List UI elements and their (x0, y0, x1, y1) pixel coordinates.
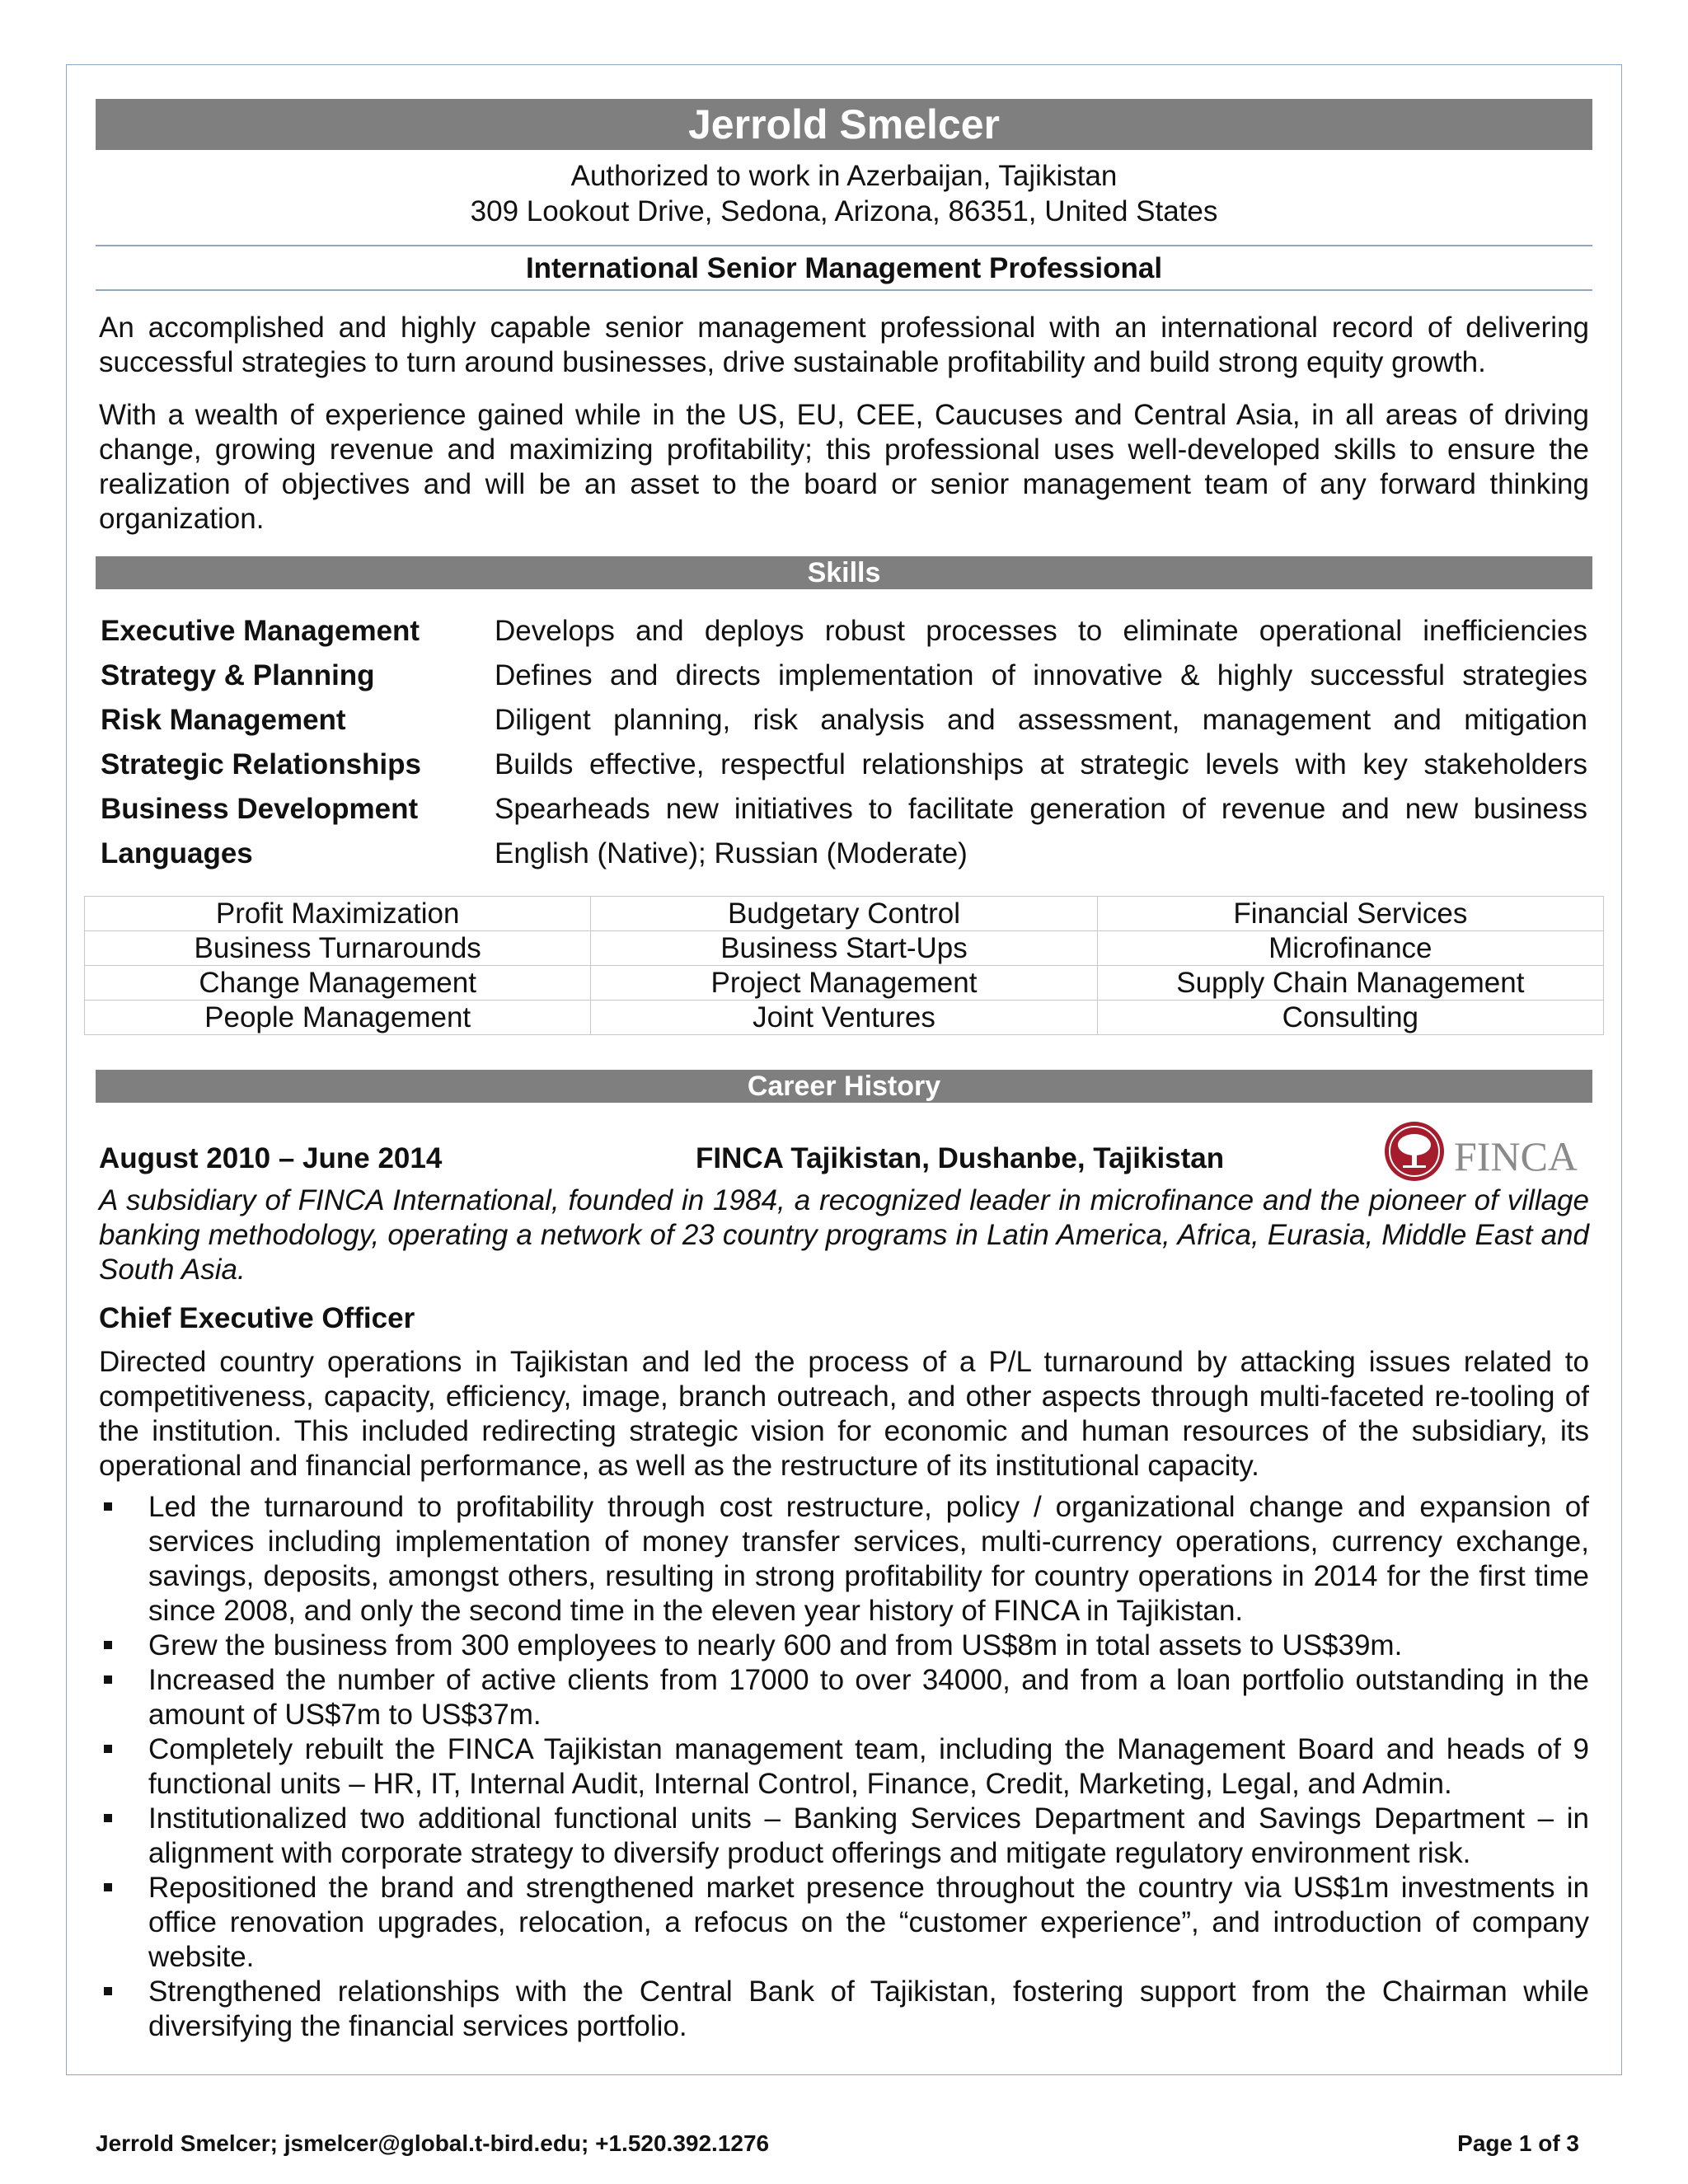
list-item (96, 1802, 1589, 1871)
competency-cell: Microfinance (1097, 931, 1603, 966)
page-number: Page 1 of 3 (1457, 2130, 1579, 2156)
skill-name: Strategic Relationships (101, 748, 421, 780)
square-bullet-icon (104, 1745, 112, 1753)
skill-row (96, 787, 1592, 832)
tree-emblem-icon (1385, 1122, 1444, 1181)
achievement-text: Led the turnaround to profitability through cost restructure, policy / organizational change and expansion of services including implementation of money transfer services, multi-currency operations, currency exchange, savings, deposits, amongst others, resulting in strong profitability for country operations in 2014 for the first time since 2008, and only the second time in the eleven year history of FINCA in Tajikistan. (148, 1491, 1589, 1627)
square-bullet-icon (104, 1641, 112, 1649)
list-item (96, 1663, 1589, 1732)
competencies-table (84, 896, 1604, 1035)
achievement-text: Increased the number of active clients from 17000 to over 34000, and from a loan portfolio outstanding in the amount of US$7m to US$37m. (148, 1664, 1589, 1731)
achievement-text: Grew the business from 300 employees to nearly 600 and from US$8m in total assets to US$39m. (148, 1629, 1403, 1661)
summary-paragraph-2: With a wealth of experience gained while in the US, EU, CEE, Caucuses and Central Asia, in all areas of driving change, growing revenue and maximizing profitability; this professional uses well-developed skills to ensure the realization of objectives and will be an asset to the board or senior management team of any forward thinking organization. (99, 399, 1589, 535)
skills-list (96, 609, 1592, 876)
competency-cell: Budgetary Control (591, 897, 1097, 931)
profile-title: International Senior Management Professional (96, 245, 1592, 291)
competency-cell: Joint Ventures (591, 1001, 1097, 1035)
resume-content (96, 99, 1592, 2044)
list-item (96, 1629, 1589, 1663)
skill-name: Executive Management (101, 615, 420, 647)
finca-logo (1381, 1118, 1596, 1185)
job-header (96, 1133, 1592, 1182)
achievement-text: Institutionalized two additional functional units – Banking Services Department and Savings Department – in alignment with corporate strategy to diversify product offerings and mitigate regulatory environment risk. (148, 1802, 1589, 1869)
skill-description: Diligent planning, risk analysis and assessment, management and mitigation (495, 704, 1587, 736)
table-row (85, 897, 1604, 931)
skill-description: Defines and directs implementation of innovative & highly successful strategies (495, 659, 1587, 691)
square-bullet-icon (104, 1814, 112, 1822)
table-row (85, 931, 1604, 966)
logo-wordmark: FINCA (1454, 1133, 1578, 1179)
skill-name: Languages (101, 837, 253, 869)
square-bullet-icon (104, 1987, 112, 1995)
competency-cell: Profit Maximization (85, 897, 591, 931)
list-item (96, 1490, 1589, 1629)
work-authorization: Authorized to work in Azerbaijan, Tajikistan (570, 160, 1118, 192)
skill-name: Strategy & Planning (101, 659, 375, 691)
competency-cell: Business Start-Ups (591, 931, 1097, 966)
candidate-name: Jerrold Smelcer (96, 99, 1592, 150)
list-item (96, 1975, 1589, 2044)
summary-paragraph-1: An accomplished and highly capable senior management professional with an international record of delivering successful strategies to turn around businesses, drive sustainable profitability and build strong equity growth. (99, 312, 1589, 378)
skill-name: Risk Management (101, 704, 346, 736)
achievement-text: Strengthened relationships with the Central Bank of Tajikistan, fostering support from the Chairman while diversifying the financial services portfolio. (148, 1975, 1589, 2042)
skill-description: Develops and deploys robust processes to eliminate operational inefficiencies (495, 615, 1587, 647)
achievement-text: Completely rebuilt the FINCA Tajikistan management team, including the Management Board and heads of 9 functional units – HR, IT, Internal Audit, Internal Control, Finance, Credit, Marketing, Legal, and Admin. (148, 1733, 1589, 1800)
skill-name: Business Development (101, 793, 419, 825)
table-row (85, 1001, 1604, 1035)
skill-description: Spearheads new initiatives to facilitate generation of revenue and new business (495, 793, 1587, 825)
achievement-text: Repositioned the brand and strengthened market presence throughout the country via US$1m investments in office renovation upgrades, relocation, a refocus on the “customer experience”, and introduction of company website. (148, 1872, 1589, 1973)
skill-row (96, 743, 1592, 787)
skill-description: Builds effective, respectful relationships at strategic levels with key stakeholders (495, 748, 1587, 780)
competency-cell: Financial Services (1097, 897, 1603, 931)
job-dates: August 2010 – June 2014 (99, 1142, 443, 1174)
skill-row (96, 654, 1592, 698)
competency-cell: People Management (85, 1001, 591, 1035)
competency-cell: Consulting (1097, 1001, 1603, 1035)
competency-cell: Supply Chain Management (1097, 966, 1603, 1001)
competency-cell: Change Management (85, 966, 591, 1001)
skill-row (96, 698, 1592, 743)
footer-contact: Jerrold Smelcer; jsmelcer@global.t-bird.edu; +1.520.392.1276 (96, 2130, 770, 2156)
skill-row (96, 609, 1592, 654)
competency-cell: Project Management (591, 966, 1097, 1001)
table-row (85, 966, 1604, 1001)
skill-row (96, 832, 1592, 876)
achievements-list (96, 1490, 1592, 2044)
skills-heading: Skills (96, 556, 1592, 589)
square-bullet-icon (104, 1675, 112, 1684)
career-history-heading: Career History (96, 1070, 1592, 1103)
square-bullet-icon (104, 1502, 112, 1511)
address: 309 Lookout Drive, Sedona, Arizona, 86351, United States (470, 195, 1218, 227)
square-bullet-icon (104, 1883, 112, 1891)
job-title: Chief Executive Officer (99, 1302, 415, 1334)
skill-description: English (Native); Russian (Moderate) (495, 837, 968, 869)
competency-cell: Business Turnarounds (85, 931, 591, 966)
list-item (96, 1732, 1589, 1802)
job-company: FINCA Tajikistan, Dushanbe, Tajikistan (696, 1142, 1225, 1174)
list-item (96, 1871, 1589, 1975)
job-summary: Directed country operations in Tajikistan and led the process of a P/L turnaround by attacking issues related to competitiveness, capacity, efficiency, image, branch outreach, and other aspects through multi-faceted re-tooling of the institution. This included redirecting strategic vision for economic and human resources of the subsidiary, its operational and financial performance, as well as the restructure of its institutional capacity. (99, 1346, 1589, 1482)
company-description: A subsidiary of FINCA International, founded in 1984, a recognized leader in microfinance and the pioneer of village banking methodology, operating a network of 23 country programs in Latin America, Africa, Eurasia, Middle East and South Asia. (99, 1184, 1589, 1286)
